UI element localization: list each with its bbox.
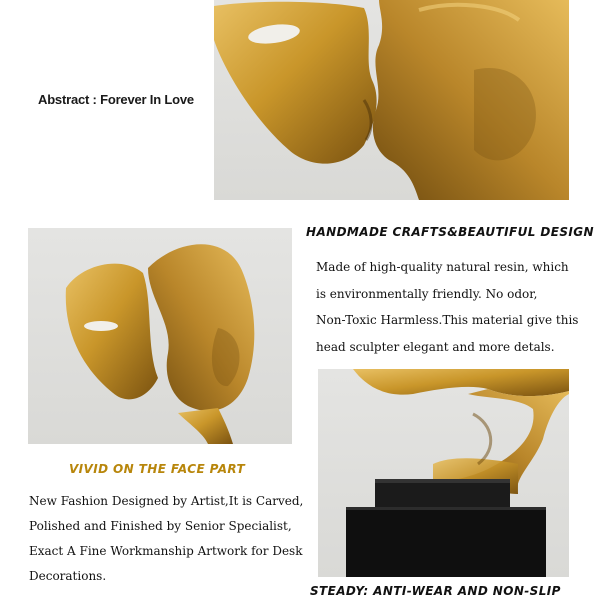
neck-shape	[178, 408, 233, 444]
vivid-heading: VIVID ON THE FACE PART	[69, 462, 246, 476]
vivid-line: Decorations.	[29, 569, 107, 583]
product-title: Abstract : Forever In Love	[38, 92, 194, 107]
design-line: Made of high-quality natural resin, which	[316, 260, 569, 274]
design-line: Non-Toxic Harmless.This material give this	[316, 313, 579, 327]
vivid-line: New Fashion Designed by Artist,It is Carved,	[29, 494, 304, 508]
design-line: head sculpter elegant and more detals.	[316, 339, 555, 354]
design-description	[316, 254, 578, 360]
left-mask-shape	[66, 264, 158, 400]
base-top-highlight	[375, 479, 510, 483]
base-bottom-block	[346, 507, 546, 577]
sculpture-faces-photo	[28, 228, 292, 444]
sturdy-heading: STEADY: ANTI-WEAR AND NON-SLIP	[310, 584, 561, 598]
design-line: is environmentally friendly. No odor,	[316, 286, 538, 301]
base-bottom-highlight	[346, 507, 546, 510]
left-mask-eye	[84, 321, 118, 331]
vivid-line: Polished and Finished by Senior Specialist,	[29, 519, 292, 533]
sculpture-closeup-photo	[214, 0, 569, 200]
left-face-shape	[214, 2, 377, 164]
right-mask-shape	[148, 244, 254, 411]
sculpture-base-photo	[318, 369, 569, 577]
design-heading: HANDMADE CRAFTS&BEAUTIFUL DESIGN	[306, 225, 594, 239]
upper-head-shape	[353, 369, 569, 396]
vivid-line: Exact A Fine Workmanship Artwork for Desk	[29, 544, 303, 558]
inner-neck-shadow	[473, 414, 491, 464]
right-face-shape	[373, 0, 569, 200]
vivid-description	[29, 489, 303, 589]
